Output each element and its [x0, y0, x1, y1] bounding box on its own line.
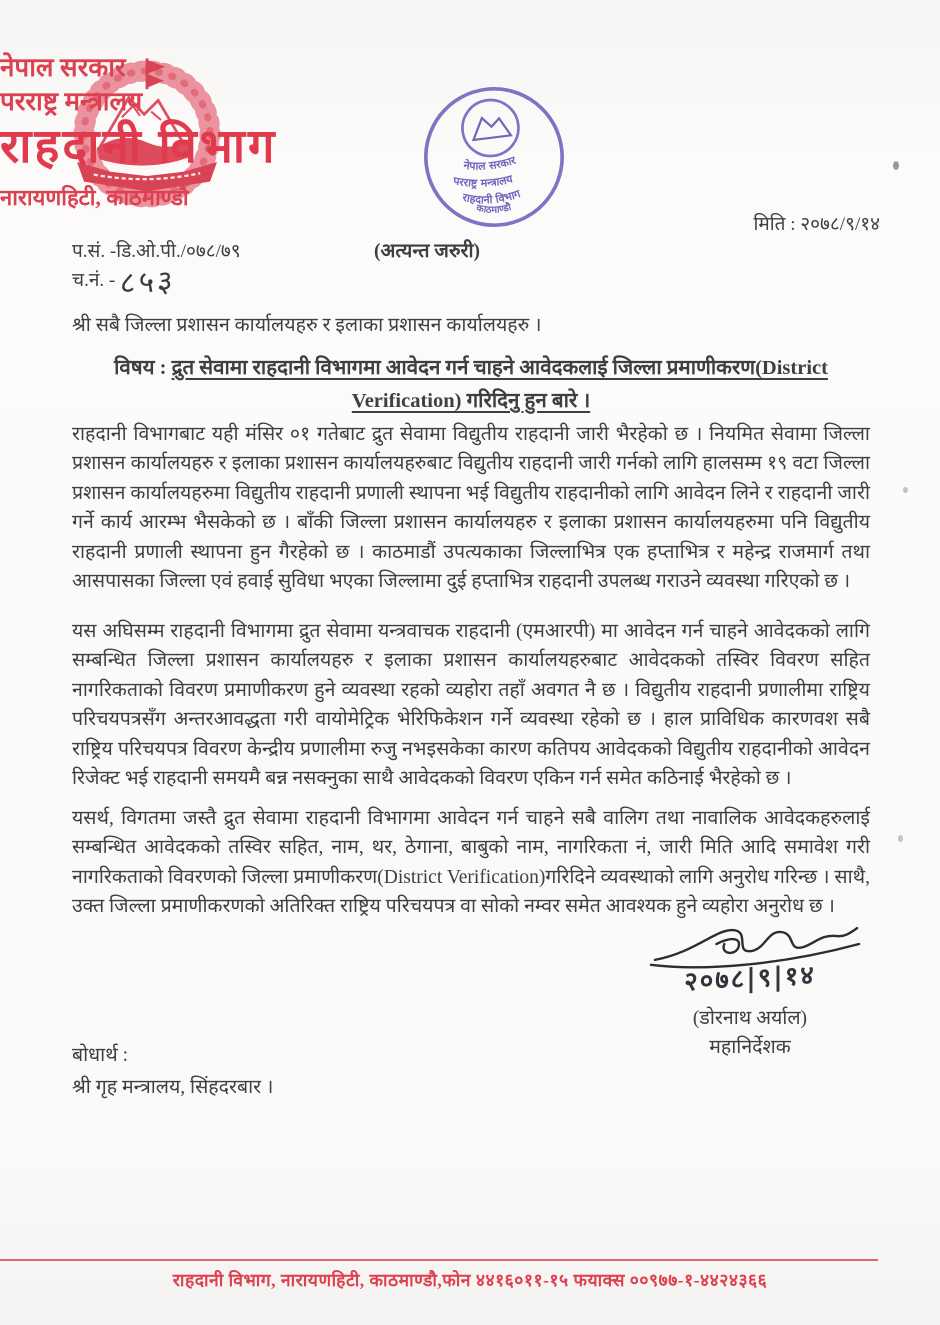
stamp-line-4: काठमाण्डौ [475, 201, 513, 216]
ministry-name: परराष्ट्र मन्त्रालय [0, 87, 143, 116]
reference-number: प.सं. -डि.ओ.पी./०७८/७९ [72, 241, 241, 262]
body-paragraph-3: यसर्थ, विगतमा जस्तै द्रुत सेवामा राहदानी विभागमा आवेदन गर्न चाहने सबै वालिग तथा नावालिक आवेदकहरुलाई सम्बन्धित आवेदकको तस्विर सहित, नाम, थर, ठेगाना, बाबुको नाम, नागरिकता नं, जारी मिति आदि समावेश गरी नागरिकताको विवरणको जिल्ला प्रमाणीकरण(District Verification)गरिदिने व्यवस्थाको लागि अनुरोध गरिन्छ । साथै, उक्त जिल्ला प्रमाणीकरणको अतिरिक्त राष्ट्रिय परिचयपत्र वा सोको नम्वर समेत आवश्यक हुने व्यहोरा अनुरोध छ । [72, 808, 870, 918]
cc-block [72, 1040, 273, 1104]
scan-artifact [898, 835, 903, 842]
signature-date-handwritten: २०७८|९|१४ [684, 960, 816, 998]
urgency-note: (अत्यन्त जरुरी) [374, 241, 481, 262]
subject-label: विषय : [114, 357, 172, 379]
official-round-stamp [410, 75, 579, 238]
body-paragraph-1: राहदानी विभागबाट यही मंसिर ०१ गतेबाट द्रुत सेवामा विद्युतीय राहदानी जारी भैरहेको छ । नियमित सेवामा जिल्ला प्रशासन कार्यालयहरु र इलाका प्रशासन कार्यालयहरुबाट विद्युतीय राहदानी जारी गर्नको लागि हालसम्म १९ वटा जिल्ला प्रशासन कार्यालयहरुमा विद्युतीय राहदानी प्रणाली स्थापना भई विद्युतीय राहदानीको लागि आवेदन लिने र राहदानी जारी गर्ने कार्य आरम्भ भैसकेको छ । बाँकी जिल्ला प्रशासन कार्यालयहरु र इलाका प्रशासन कार्यालयहरुमा पनि विद्युतीय राहदानी प्रणाली स्थापना हुन गैरहेको छ । काठमाडौं उपत्यकाका जिल्लाभित्र एक हप्ताभित्र र महेन्द्र राजमार्ग तथा आसपासका जिल्ला एवं हवाई सुविधा भएका जिल्लामा दुई हप्ताभित्र राहदानी उपलब्ध गराउने व्यवस्था गरिएको छ । [72, 424, 870, 593]
addressee-line: श्री सबै जिल्ला प्रशासन कार्यालयहरु र इलाका प्रशासन कार्यालयहरु । [72, 315, 542, 336]
scan-artifact [893, 161, 899, 170]
dispatch-number-handwritten: ८५३ [119, 263, 177, 302]
dispatch-number-label: च.नं. - [72, 270, 116, 291]
department-address: नारायणहिटी, काठमाण्डौ [0, 185, 189, 210]
government-name: नेपाल सरकार [0, 53, 126, 82]
scan-artifact [903, 487, 908, 493]
dispatch-number-line [72, 260, 176, 301]
department-name: राहदानी विभाग [0, 121, 278, 173]
stamp-line-2: परराष्ट्र मन्त्रालय [452, 172, 514, 190]
signatory-name: (डोरनाथ अर्याल) [692, 1008, 808, 1029]
stamp-line-1: नेपाल सरकार [462, 153, 518, 173]
cc-label: बोधार्थ : [72, 1045, 128, 1066]
cc-line: श्री गृह मन्त्रालय, सिंहदरबार । [72, 1077, 274, 1098]
subject-line [72, 352, 870, 418]
stamp-line-3: राहदानी विभाग [461, 187, 523, 207]
footer-divider [0, 1259, 878, 1261]
letter-date: मिति : २०७८/९/१४ [753, 214, 880, 235]
signatory-title: महानिर्देशक [709, 1037, 791, 1058]
footer-contact-line: राहदानी विभाग, नारायणहिटी, काठमाण्डौ,फोन ४४१६०११-१५ फयाक्स ००९७७-१-४४२४३६६ [172, 1270, 768, 1290]
signature-block [618, 918, 882, 1059]
subject-text: द्रुत सेवामा राहदानी विभागमा आवेदन गर्न चाहने आवेदकलाई जिल्ला प्रमाणीकरण(District Verification) गरिदिनु हुन बारे । [171, 357, 828, 412]
body-paragraph-2: यस अघिसम्म राहदानी विभागमा द्रुत सेवामा यन्त्रवाचक राहदानी (एमआरपी) मा आवेदन गर्न चाहने आवेदकको लागि सम्बन्धित जिल्ला प्रशासन कार्यालयहरु र इलाका प्रशासन कार्यालयहरुबाट आवेदकको तस्विर विवरण सहित नागरिकताको विवरण प्रमाणीकरण हुने व्यवस्था रहको व्यहोरा तहाँ अवगत नै छ । विद्युतीय राहदानी प्रणालीमा राष्ट्रिय परिचयपत्रसँग अन्तरआवद्धता गरी वायोमेट्रिक भेरिफिकेशन गर्ने व्यवस्था रहेको छ । हाल प्राविधिक कारणवश सबै राष्ट्रिय परिचयपत्र विवरण केन्द्रीय प्रणालीमा रुजु नभइसकेका कारण कतिपय आवेदकको विद्युतीय राहदानीको आवेदन रिजेक्ट भई राहदानी समयमै बन्न नसक्नुका साथै आवेदकको विवरण एकिन गर्न समेत कठिनाई भैरहेको छ । [72, 621, 870, 790]
